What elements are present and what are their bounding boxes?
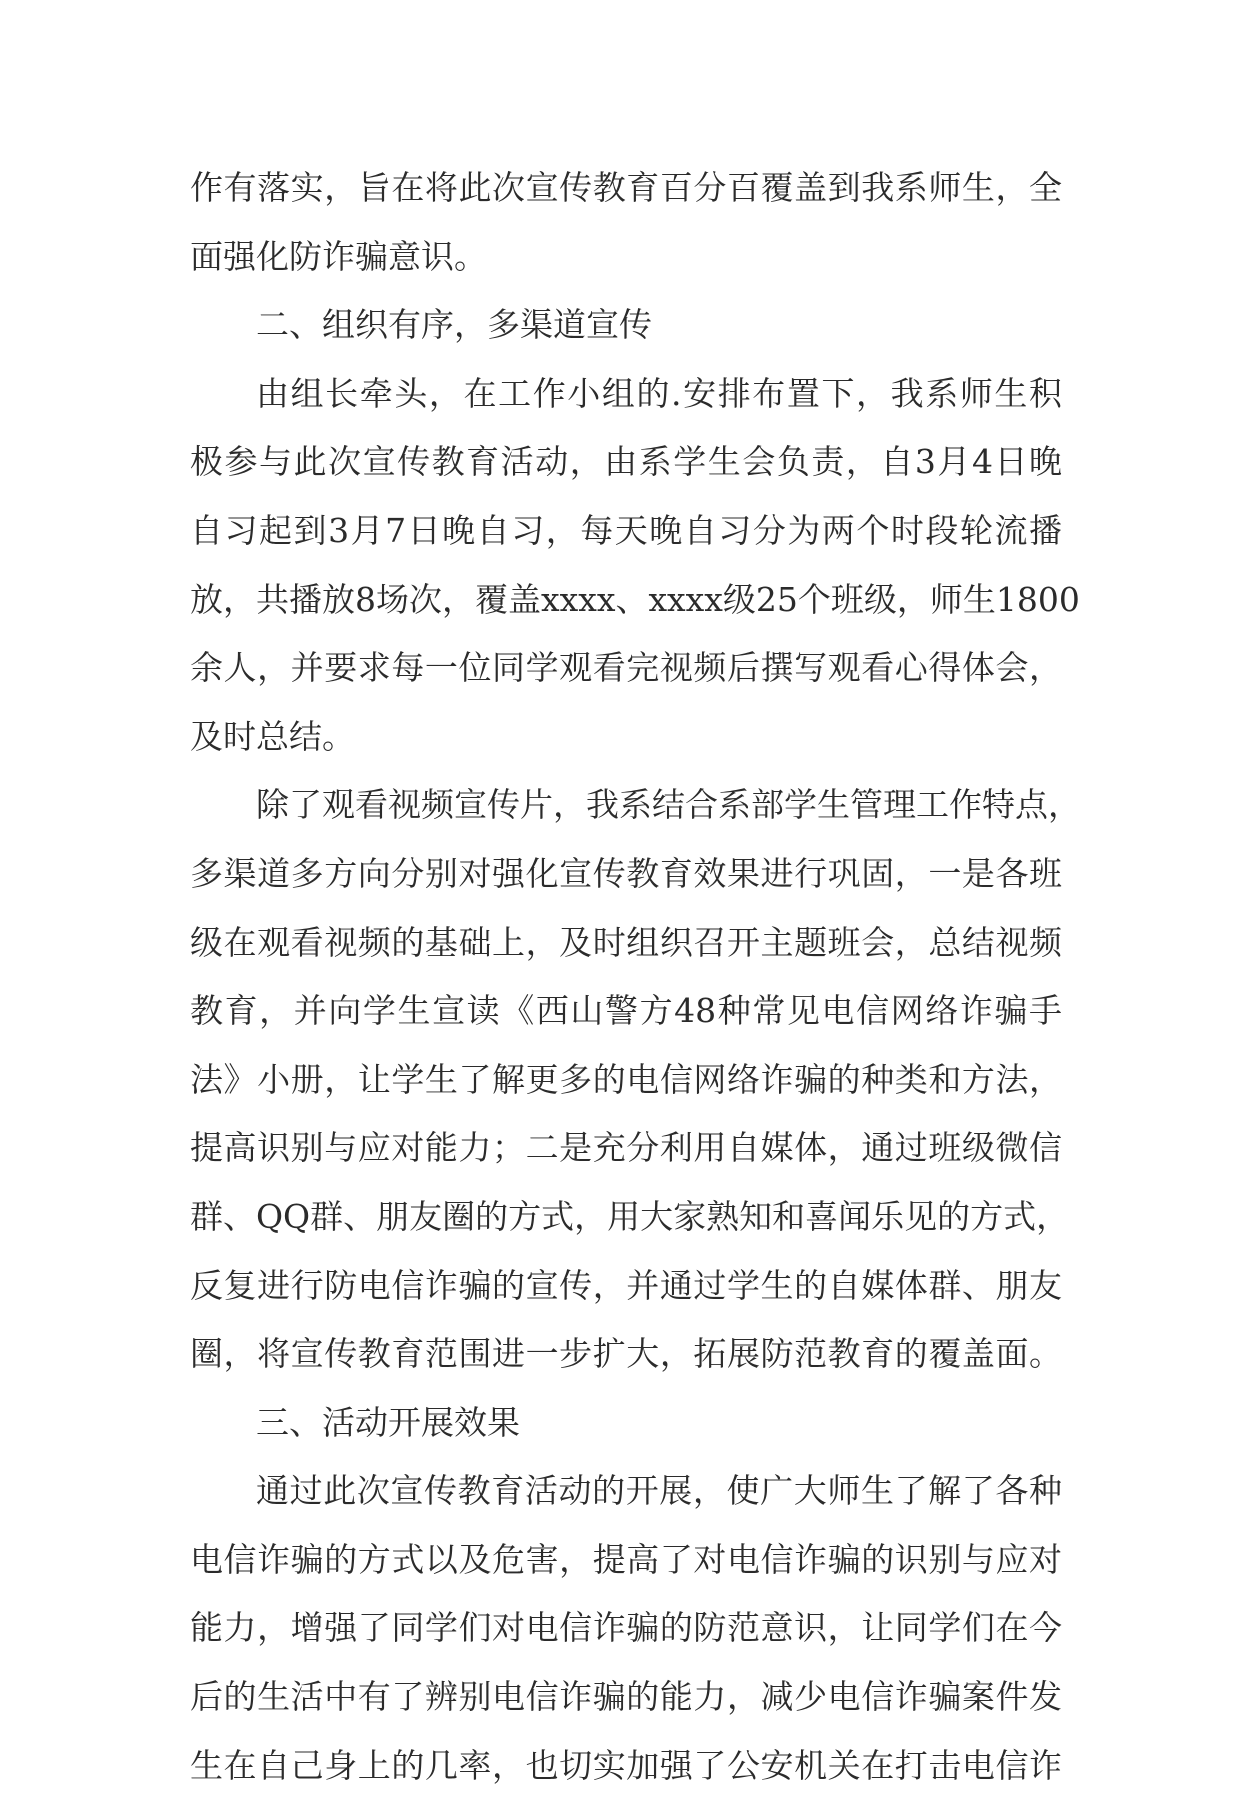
text-line: 及时总结。 <box>190 716 355 756</box>
text-line: 群、QQ群、朋友圈的方式，用大家熟知和喜闻乐见的方式， <box>190 1196 1070 1236</box>
text-line: 三、活动开展效果 <box>256 1402 520 1442</box>
text-line: 反复进行防电信诈骗的宣传，并通过学生的自媒体群、朋友 <box>190 1265 1062 1305</box>
text-line: 除了观看视频宣传片，我系结合系部学生管理工作特点， <box>256 785 1081 825</box>
text-line: 作有落实，旨在将此次宣传教育百分百覆盖到我系师生，全 <box>190 168 1062 207</box>
text-line: 级在观看视频的基础上，及时组织召开主题班会，总结视频 <box>190 922 1062 962</box>
text-line: 极参与此次宣传教育活动，由系学生会负责，自3月4日晚 <box>190 442 1062 482</box>
text-line: 电信诈骗的方式以及危害，提高了对电信诈骗的识别与应对 <box>190 1539 1062 1579</box>
text-line: 放，共播放8场次，覆盖xxxx、xxxx级25个班级，师生1800 <box>190 579 1080 619</box>
document-body <box>190 154 1081 1800</box>
text-line: 后的生活中有了辨别电信诈骗的能力，减少电信诈骗案件发 <box>190 1677 1062 1717</box>
text-line: 教育，并向学生宣读《西山警方48种常见电信网络诈骗手 <box>190 991 1062 1031</box>
text-line: 生在自己身上的几率，也切实加强了公安机关在打击电信诈 <box>190 1745 1062 1785</box>
text-line: 面强化防诈骗意识。 <box>190 236 487 276</box>
text-line: 由组长牵头，在工作小组的.安排布置下，我系师生积 <box>256 373 1062 413</box>
text-line: 余人，并要求每一位同学观看完视频后撰写观看心得体会， <box>190 648 1062 688</box>
text-line: 圈，将宣传教育范围进一步扩大，拓展防范教育的覆盖面。 <box>190 1334 1062 1374</box>
text-line: 能力，增强了同学们对电信诈骗的防范意识，让同学们在今 <box>190 1608 1062 1648</box>
text-line: 法》小册，让学生了解更多的电信网络诈骗的种类和方法， <box>190 1059 1062 1099</box>
text-line: 自习起到3月7日晚自习，每天晚自习分为两个时段轮流播 <box>190 510 1062 550</box>
text-line: 二、组织有序，多渠道宣传 <box>256 305 652 345</box>
text-line: 通过此次宣传教育活动的开展，使广大师生了解了各种 <box>256 1471 1062 1511</box>
text-line: 多渠道多方向分别对强化宣传教育效果进行巩固，一是各班 <box>190 853 1062 893</box>
text-line: 提高识别与应对能力；二是充分利用自媒体，通过班级微信 <box>190 1128 1062 1168</box>
